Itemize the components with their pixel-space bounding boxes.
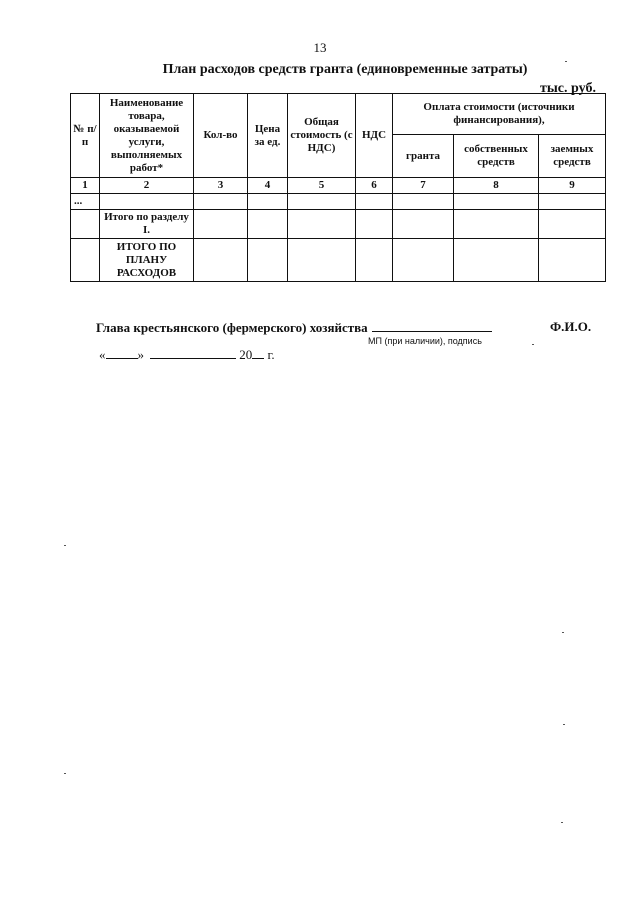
col-number: 9 xyxy=(539,178,606,194)
page-number: 13 xyxy=(313,40,327,55)
table-row xyxy=(71,194,606,210)
table-cell xyxy=(356,210,393,239)
table-cell xyxy=(100,194,194,210)
date-close-quote: » xyxy=(137,347,144,362)
ellipsis-cell: ... xyxy=(71,194,100,210)
year-suffix: г. xyxy=(267,347,275,362)
col-number: 7 xyxy=(393,178,454,194)
header-loan-funds: заемных средств xyxy=(539,135,606,178)
table-cell xyxy=(356,239,393,282)
document-title: План расходов средств гранта (единовременные затраты) xyxy=(162,62,528,77)
col-number: 2 xyxy=(100,178,194,194)
month-blank xyxy=(150,347,236,359)
col-number: 8 xyxy=(454,178,539,194)
table-cell xyxy=(71,239,100,282)
fio-label: Ф.И.О. xyxy=(550,319,592,334)
col-number: 6 xyxy=(356,178,393,194)
table-cell xyxy=(288,239,356,282)
table-cell xyxy=(393,239,454,282)
table-cell xyxy=(248,210,288,239)
header-grant: гранта xyxy=(393,135,454,178)
table-cell xyxy=(393,194,454,210)
units-label: тыс. руб. xyxy=(540,81,596,96)
signature-label: Глава крестьянского (фермерского) хозяйства xyxy=(96,320,368,335)
table-cell xyxy=(454,239,539,282)
year-prefix: 20 xyxy=(239,347,253,362)
signature-blank xyxy=(372,319,492,332)
total-label: ИТОГО ПО ПЛАНУ РАСХОДОВ xyxy=(100,239,194,282)
scan-speck xyxy=(64,545,66,546)
table-cell xyxy=(71,210,100,239)
table-cell xyxy=(539,210,606,239)
scan-speck xyxy=(565,61,567,62)
year-blank xyxy=(252,347,264,359)
table-cell xyxy=(454,194,539,210)
table-cell xyxy=(248,239,288,282)
column-numbers-row xyxy=(71,178,606,194)
header-vat: НДС xyxy=(356,94,393,178)
scan-speck xyxy=(561,822,563,823)
table-cell xyxy=(539,194,606,210)
table-cell xyxy=(393,210,454,239)
table-cell xyxy=(194,239,248,282)
signature-line xyxy=(96,319,492,336)
subtotal-label: Итого по разделу I. xyxy=(100,210,194,239)
table-cell xyxy=(454,210,539,239)
signature-caption: МП (при наличии), подпись xyxy=(368,336,482,346)
expense-plan-table xyxy=(70,93,606,282)
scan-speck xyxy=(64,773,66,774)
table-cell xyxy=(539,239,606,282)
scan-speck xyxy=(563,724,565,725)
table-cell xyxy=(194,210,248,239)
col-number: 5 xyxy=(288,178,356,194)
subtotal-row xyxy=(71,210,606,239)
header-price: Цена за ед. xyxy=(248,94,288,178)
date-open-quote: « xyxy=(99,347,106,362)
table-cell xyxy=(356,194,393,210)
total-row xyxy=(71,239,606,282)
header-row-1 xyxy=(71,94,606,135)
scan-speck xyxy=(562,632,564,633)
header-qty: Кол-во xyxy=(194,94,248,178)
header-name: Наименование товара, оказываемой услуги, выполняемых работ* xyxy=(100,94,194,178)
col-number: 1 xyxy=(71,178,100,194)
day-blank xyxy=(106,347,138,359)
table-cell xyxy=(288,194,356,210)
col-number: 3 xyxy=(194,178,248,194)
header-own-funds: собственных средств xyxy=(454,135,539,178)
header-num: № п/п xyxy=(71,94,100,178)
date-line xyxy=(99,347,275,363)
header-payment-sources: Оплата стоимости (источники финансирования), xyxy=(393,94,606,135)
scan-speck xyxy=(532,344,534,345)
table-cell xyxy=(288,210,356,239)
table-cell xyxy=(248,194,288,210)
header-total-cost: Общая стоимость (с НДС) xyxy=(288,94,356,178)
col-number: 4 xyxy=(248,178,288,194)
table-cell xyxy=(194,194,248,210)
